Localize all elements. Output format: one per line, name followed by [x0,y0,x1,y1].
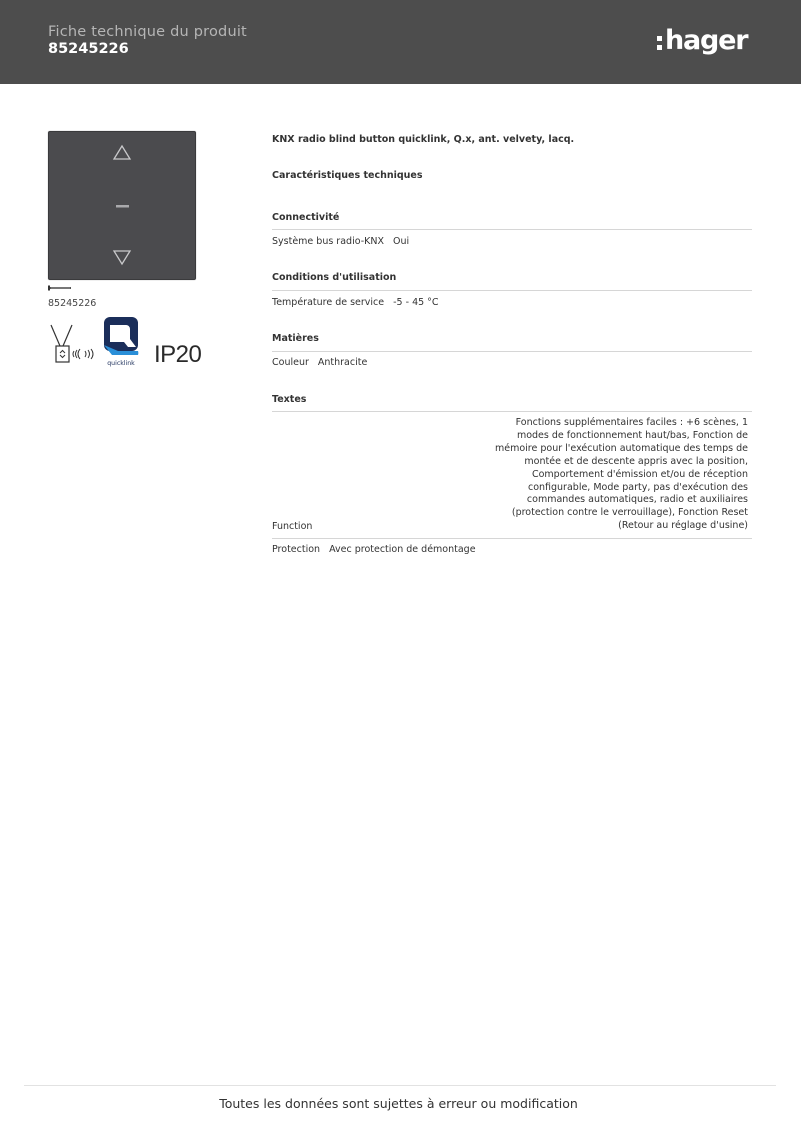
temperature-label: Température de service [272,297,385,308]
product-id-label: 85245226 [48,298,97,309]
arrow-up-icon [114,146,130,159]
scale-bar-icon [48,285,72,291]
spec-heading: Caractéristiques techniques [272,170,423,181]
logo-colon-mark [657,36,662,50]
product-image-graphic [49,132,197,281]
texts-heading: Textes [272,394,307,405]
footer-disclaimer: Toutes les données sont sujettes à erreur ou modification [219,1096,578,1111]
footer-divider [24,1085,776,1086]
protection-value: Avec protection de démontage [329,544,476,555]
page-header [0,0,801,84]
product-title: KNX radio blind button quicklink, Q.x, ant. velvety, lacq. [272,134,575,145]
materials-row [272,357,367,368]
divider [272,538,752,539]
connectivity-value: Oui [392,236,410,247]
conditions-row [272,297,439,308]
arrow-down-icon [114,251,130,264]
color-label: Couleur [272,357,309,368]
product-image [48,131,196,280]
quicklink-caption: quicklink [107,360,135,367]
divider [272,229,752,230]
header-subtitle: Fiche technique du produit [48,24,247,40]
connectivity-row [272,236,409,247]
radio-remote-icon [48,322,100,368]
minus-icon [116,205,129,208]
ip-rating-label: IP20 [154,341,202,368]
connectivity-heading: Connectivité [272,212,340,223]
protection-row [272,544,476,555]
conditions-heading: Conditions d'utilisation [272,272,397,283]
connectivity-label: Système bus radio-KNX [272,236,384,247]
brand-logo [657,22,747,58]
quicklink-icon [100,315,142,367]
divider [272,411,752,412]
divider [272,351,752,352]
function-label: Function [272,521,313,532]
materials-heading: Matières [272,333,319,344]
logo-text: hager [665,24,748,56]
header-product-number: 85245226 [48,41,129,57]
divider [272,290,752,291]
protection-label: Protection [272,544,321,555]
function-value: Fonctions supplémentaires faciles : +6 scènes, 1 modes de fonctionnement haut/bas, Fonction de mémoire pour l'exécution automatique des temps de montée et de descente appris avec la position, Comportement d'émission et/ou de réception configurable, Mode party, pas d'exécution des commandes automatiques, radio et auxiliaires (protection contre le verrouillage), Fonction Reset (Retour au réglage d'usine) [495,417,748,532]
temperature-value: -5 - 45 °C [393,297,439,308]
color-value: Anthracite [317,357,368,368]
